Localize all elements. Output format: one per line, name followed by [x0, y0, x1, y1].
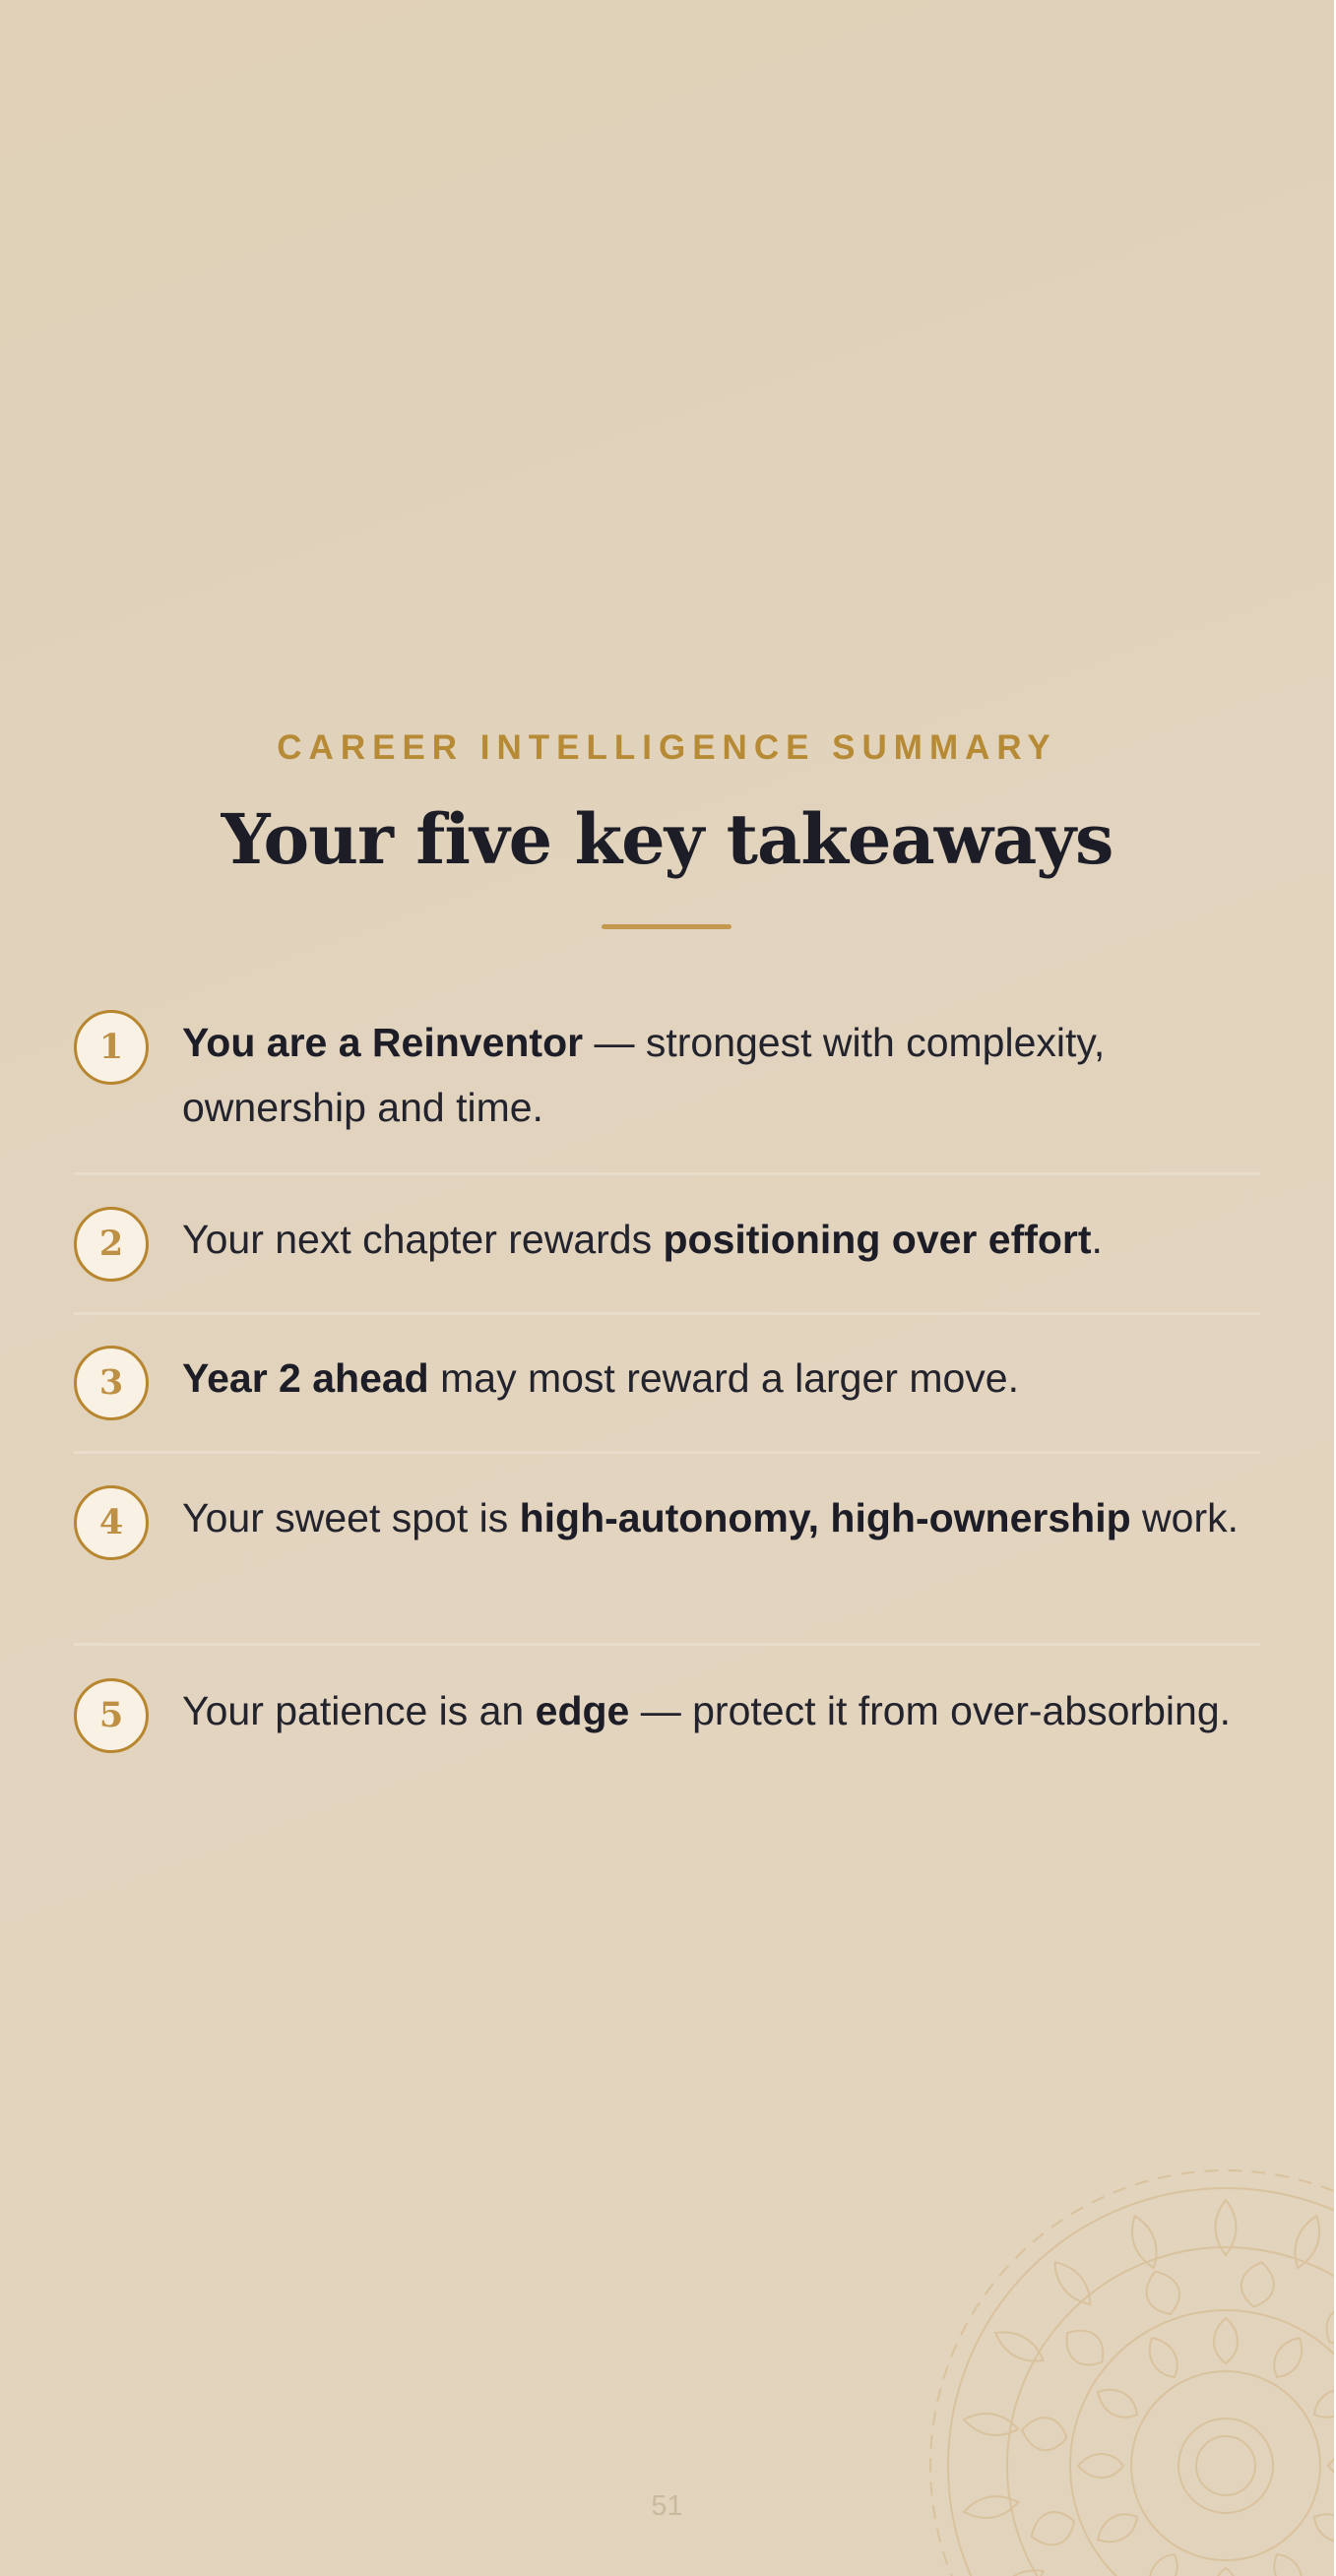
takeaway-3-rest: may most reward a larger move.	[428, 1355, 1019, 1401]
takeaway-4-end: work.	[1130, 1495, 1239, 1540]
divider	[74, 1451, 1260, 1454]
takeaway-2-end: .	[1091, 1217, 1103, 1262]
takeaway-4-lead: Your sweet spot is	[182, 1495, 520, 1540]
takeaway-text-3	[182, 1346, 1275, 1411]
number-badge-4: 4	[74, 1485, 149, 1560]
divider	[74, 1312, 1260, 1315]
page-number: 51	[651, 2490, 683, 2522]
takeaway-text-4	[182, 1485, 1275, 1550]
takeaway-item-5	[74, 1678, 1260, 1806]
takeaway-text-2	[182, 1207, 1275, 1272]
takeaway-text-5	[182, 1678, 1275, 1743]
takeaway-item-4	[74, 1485, 1260, 1613]
takeaway-2-lead: Your next chapter rewards	[182, 1217, 664, 1262]
takeaway-5-lead: Your patience is an	[182, 1688, 536, 1733]
takeaway-5-emphasis: edge	[535, 1688, 630, 1733]
takeaway-5-end: — protect it from over-absorbing.	[629, 1688, 1232, 1733]
title-underline	[602, 924, 732, 929]
takeaway-item-2	[74, 1207, 1260, 1276]
takeaway-item-3	[74, 1346, 1260, 1414]
takeaway-text-1	[182, 1010, 1275, 1140]
number-badge-3: 3	[74, 1346, 149, 1420]
takeaway-1-emphasis: You are a Reinventor	[182, 1020, 584, 1065]
section-kicker: CAREER INTELLIGENCE SUMMARY	[277, 728, 1057, 767]
number-badge-2: 2	[74, 1207, 149, 1282]
number-badge-1: 1	[74, 1010, 149, 1085]
divider	[74, 1643, 1260, 1646]
page-title: Your five key takeaways	[221, 798, 1113, 880]
number-badge-5: 5	[74, 1678, 149, 1753]
takeaway-4-emphasis: high-autonomy, high-ownership	[519, 1495, 1131, 1540]
divider	[74, 1172, 1260, 1175]
takeaway-1-rest: — strongest with complexity, ownership and time.	[182, 1020, 1106, 1130]
takeaway-2-emphasis: positioning over effort	[663, 1217, 1092, 1262]
takeaway-item-1	[74, 1010, 1260, 1138]
takeaway-3-emphasis: Year 2 ahead	[182, 1355, 429, 1401]
